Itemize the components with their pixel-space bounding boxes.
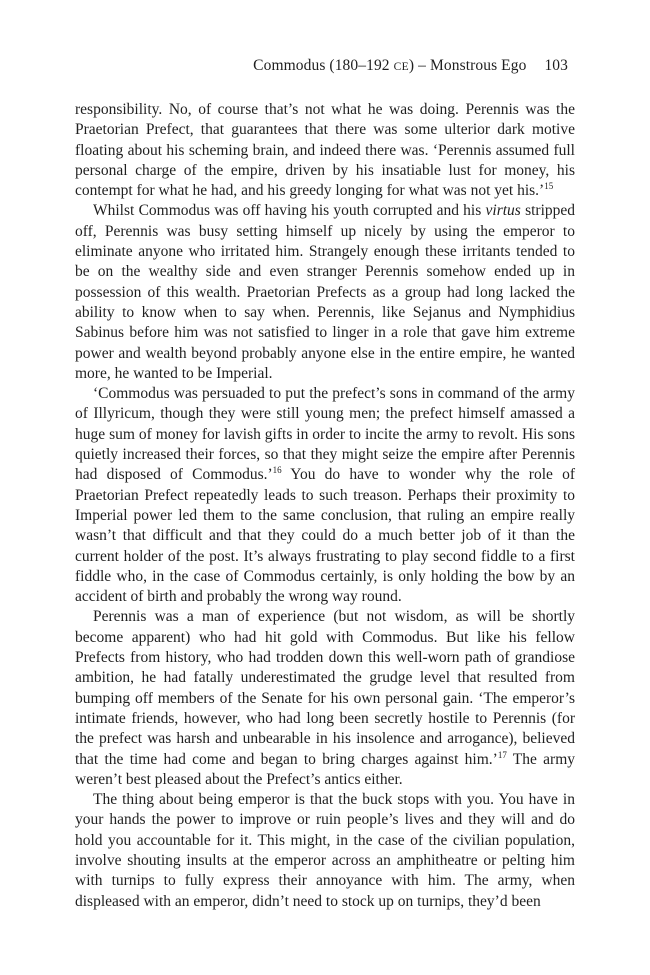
paragraph-1 xyxy=(75,100,575,201)
text-run: You do have to wonder why the role of Praetorian Prefect repeatedly leads to such treason. Perhaps their proximity to Imperial power led them to the same conclusion, that ruling an empire really wasn’t that difficult and that they could do a much better job of it than the current holder of the post. It’s always frustrating to play second fiddle to a first fiddle who, in the case of Commodus certainly, is only holding the bow by an accident of birth and probably the wrong way round. xyxy=(75,466,575,606)
body-text xyxy=(75,100,575,912)
text-run: responsibility. No, of course that’s not what he was doing. Perennis was the Praetorian Prefect, that guarantees that there was some ulterior dark motive floating about his scheming brain, and indeed there was. ‘Perennis assumed full personal charge of the empire, driven by his insatiable lust for money, his contempt for what he had, and his greedy longing for what was not yet his.’ xyxy=(75,101,575,200)
text-run: Perennis was a man of experience (but not wisdom, as will be shortly become apparent) who had hit gold with Commodus. But like his fellow Prefects from history, who had trodden down this well-worn path of grandiose ambition, he had fatally underestimated the grudge level that resulted from bumping off members of the Senate for his own personal gain. ‘The emperor’s intimate friends, however, who had long been secretly hostile to Perennis (for the prefect was harsh and unbearable in his insolence and arrogance), believed that the time had come and began to bring charges against him.’ xyxy=(75,608,575,768)
running-title-era: CE xyxy=(393,61,409,73)
text-run: The army weren’t best pleased about the Prefect’s antics either. xyxy=(75,750,575,788)
running-title xyxy=(253,57,526,74)
text-run: The thing about being emperor is that the buck stops with you. You have in your hands the power to improve or ruin people’s lives and they will and do hold you accountable for it. This might, in the case of the civilian population, involve shouting insults at the emperor across an amphitheatre or pelting him with turnips to fully express their annoyance with him. The army, when displeased with an emperor, didn’t need to stock up on turnips, they’d been xyxy=(75,791,575,910)
text-run: stripped off, Perennis was busy setting himself up nicely by using the emperor to eliminate anyone who irritated him. Strangely enough these irritants tended to be on the wealthy side and even stranger Perennis somehow ended up in possession of this wealth. Praetorian Prefects as a group had long lacked the ability to know when to say when. Perennis, like Sejanus and Nymphidius Sabinus before him was not satisfied to linger in a role that gave him extreme power and wealth beyond probably anyone else in the entire empire, he wanted more, he wanted to be Imperial. xyxy=(75,202,575,382)
footnote-ref-17[interactable]: 17 xyxy=(497,749,507,760)
footnote-ref-15[interactable]: 15 xyxy=(544,181,554,192)
paragraph-4 xyxy=(75,607,575,790)
paragraph-3 xyxy=(75,384,575,607)
text-run: ‘Commodus was persuaded to put the prefect’s sons in command of the army of Illyricum, though they were still young men; the prefect himself amassed a huge sum of money for lavish gifts in order to incite the army to revolt. His sons quietly increased their forces, so that they might seize the empire after Perennis had disposed of Commodus.’ xyxy=(75,385,575,484)
footnote-ref-16[interactable]: 16 xyxy=(272,465,282,476)
running-header xyxy=(253,57,568,75)
italic-term: virtus xyxy=(485,202,521,220)
paragraph-2 xyxy=(75,201,575,384)
running-title-end: ) – Monstrous Ego xyxy=(408,57,527,74)
running-title-start: Commodus (180–192 xyxy=(253,57,394,74)
paragraph-5 xyxy=(75,790,575,912)
text-run: Whilst Commodus was off having his youth corrupted and his xyxy=(93,202,486,220)
page-number: 103 xyxy=(544,57,568,74)
